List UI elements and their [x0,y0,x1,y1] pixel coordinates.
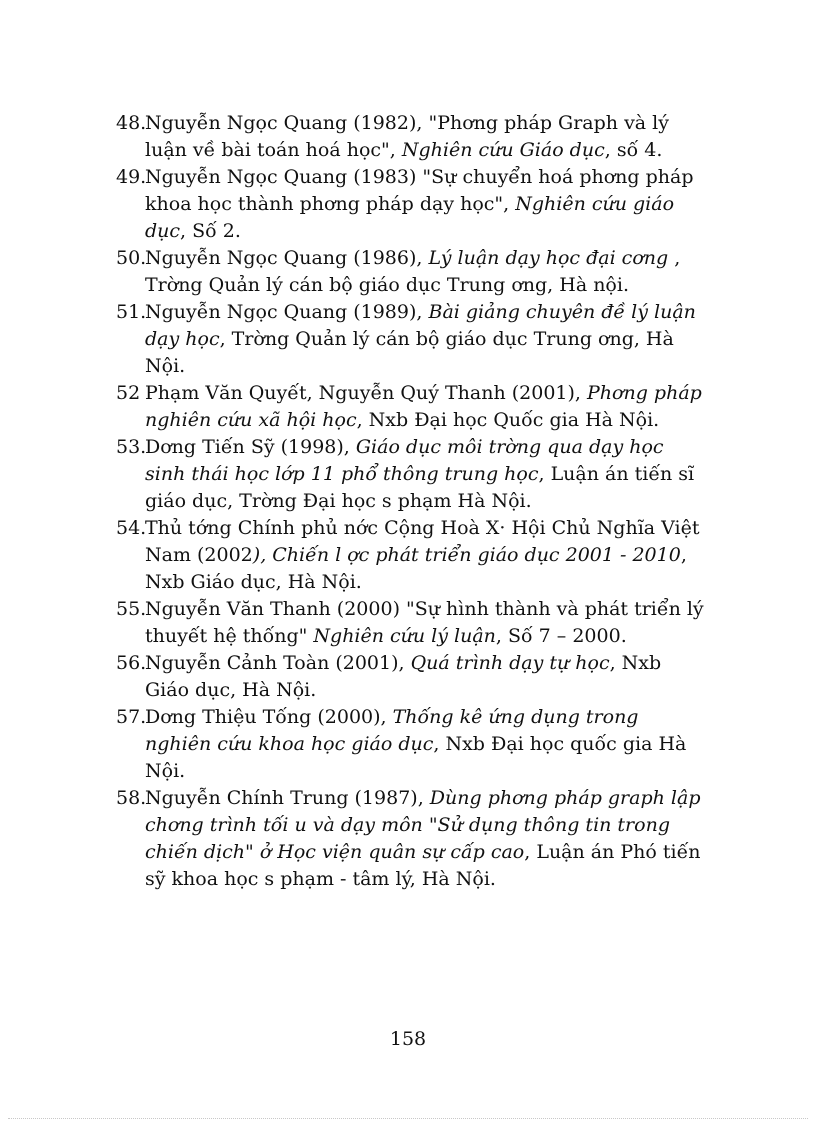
reference-item [116,596,706,650]
reference-text: , Nxb Giáo dục, Hà Nội. [145,544,687,593]
reference-text: , Luận án tiến sĩ giáo dục, Trờng Đại học s phạm Hà Nội. [145,463,695,512]
reference-number: 53. [116,436,147,458]
reference-text: Nguyễn Chính Trung (1987), [145,787,430,809]
reference-text: , Nxb Đại học quốc gia Hà Nội. [145,733,687,782]
reference-item [116,299,706,380]
reference-item [116,515,706,596]
reference-title-italic: Thống kê ứng dụng trong nghiên cứu khoa học giáo dục [145,706,639,755]
reference-text: , Số 7 – 2000. [495,625,627,647]
reference-text: Phạm Văn Quyết, Nguyễn Quý Thanh (2001), [145,382,588,404]
reference-item [116,164,706,245]
reference-title-italic: Phơng pháp nghiên cứu xã hội học [145,382,702,431]
reference-text: , Số 2. [180,220,241,242]
reference-number: 49. [116,166,147,188]
reference-item [116,434,706,515]
reference-number: 50. [116,247,147,269]
reference-item [116,380,706,434]
reference-text: , Trờng Quản lý cán bộ giáo dục Trung ơng, Hà nội. [145,247,681,296]
reference-number: 54. [116,517,147,539]
reference-text: Nguyễn Văn Thanh (2000) "Sự hình thành và phát triển lý thuyết hệ thống" [145,598,704,647]
reference-item [116,650,706,704]
reference-text: Thủ tớng Chính phủ nớc Cộng Hoà X· Hội Chủ Nghĩa Việt Nam (2002 [145,517,700,566]
reference-number: 48. [116,112,147,134]
reference-title-italic: ), Chiến l ợc phát triển giáo dục 2001 - 2010 [252,544,681,566]
reference-text: , Nxb Giáo dục, Hà Nội. [145,652,662,701]
reference-text: Nguyễn Ngọc Quang (1982), "Phơng pháp Graph và lý luận về bài toán hoá học", [145,112,669,161]
reference-item [116,245,706,299]
reference-title-italic: Nghiên cứu lý luận [313,625,496,647]
reference-title-italic: Lý luận dạy học đại cơng [428,247,669,269]
page-number: 158 [389,1028,427,1050]
reference-list [116,110,706,893]
reference-text: , Luận án Phó tiến sỹ khoa học s phạm - tâm lý, Hà Nội. [145,841,701,890]
reference-title-italic: Dùng phơng pháp graph lập chơng trình tối u và dạy môn "Sử dụng thông tin trong chiến dịch" ở Học viện quân sự cấp cao [145,787,701,863]
reference-item [116,704,706,785]
reference-text: Dơng Thiệu Tống (2000), [145,706,393,728]
reference-number: 55. [116,598,147,620]
reference-text: Nguyễn Ngọc Quang (1983) "Sự chuyển hoá phơng pháp khoa học thành phơng pháp dạy học", [145,166,694,215]
reference-title-italic: Nghiên cứu giáo dục [145,193,675,242]
reference-number: 56. [116,652,147,674]
reference-text: Nguyễn Cảnh Toàn (2001), [145,652,411,674]
reference-number: 51. [116,301,147,323]
reference-item [116,110,706,164]
reference-number: 52 [116,382,141,404]
reference-title-italic: Quá trình dạy tự học [410,652,610,674]
reference-text: , Trờng Quản lý cán bộ giáo dục Trung ơng, Hà Nội. [145,328,674,377]
reference-title-italic: Nghiên cứu Giáo dục [401,139,605,161]
reference-number: 58. [116,787,147,809]
reference-item [116,785,706,893]
reference-text: , Nxb Đại học Quốc gia Hà Nội. [356,409,660,431]
reference-text: Dơng Tiến Sỹ (1998), [145,436,356,458]
reference-text: , số 4. [604,139,663,161]
page-bottom-divider [8,1118,808,1119]
reference-text: Nguyễn Ngọc Quang (1989), [145,301,429,323]
reference-number: 57. [116,706,147,728]
reference-title-italic: Giáo dục môi trờng qua dạy học sinh thái học lớp 11 phổ thông trung học [145,436,664,485]
reference-title-italic: Bài giảng chuyên đề lý luận dạy học [145,301,696,350]
reference-text: Nguyễn Ngọc Quang (1986), [145,247,429,269]
